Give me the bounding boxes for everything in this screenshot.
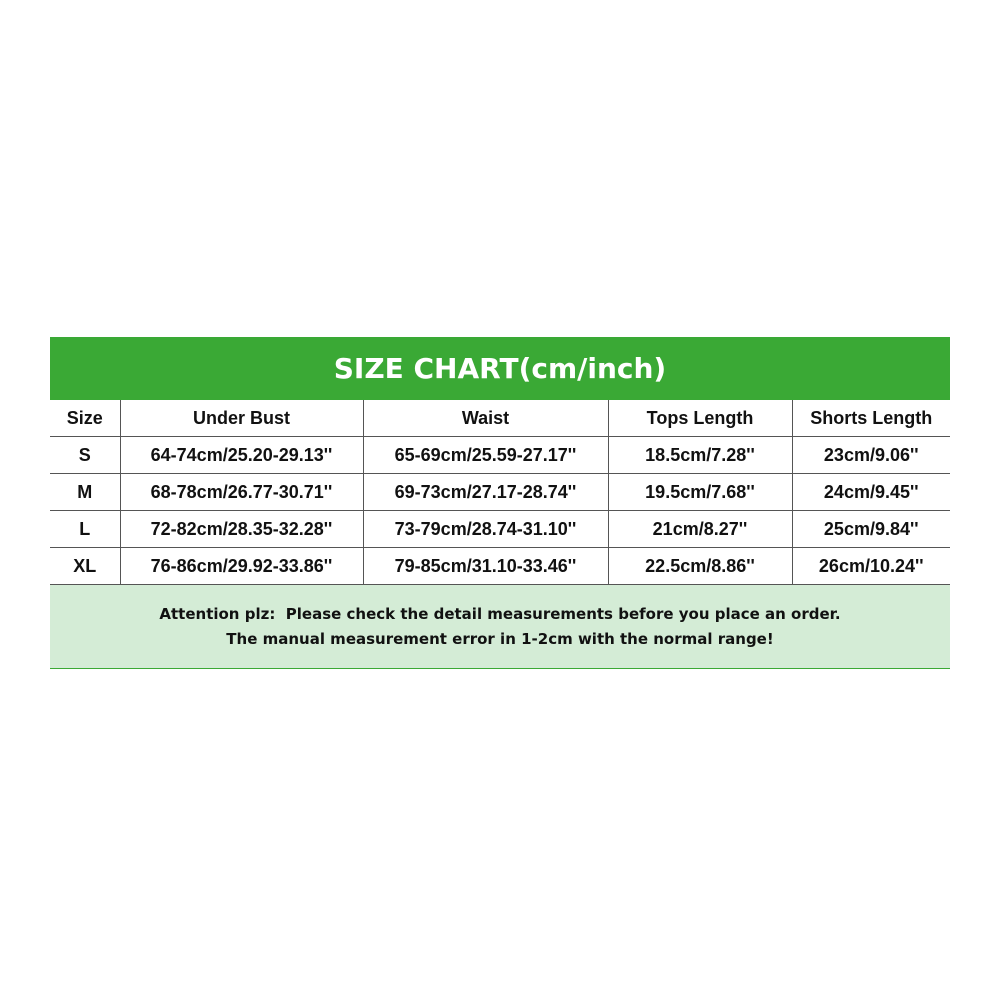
cell-tops-length: 21cm/8.27'' xyxy=(608,511,792,548)
attention-note xyxy=(50,585,950,669)
size-chart xyxy=(50,337,950,669)
cell-size: L xyxy=(50,511,120,548)
table-row xyxy=(50,511,950,548)
note-line-2: The manual measurement error in 1-2cm with the normal range! xyxy=(226,629,774,648)
table-row xyxy=(50,548,950,585)
table-row xyxy=(50,474,950,511)
header-row xyxy=(50,400,950,437)
header-shorts-length: Shorts Length xyxy=(792,400,950,437)
cell-waist: 73-79cm/28.74-31.10'' xyxy=(363,511,608,548)
cell-shorts-length: 26cm/10.24'' xyxy=(792,548,950,585)
cell-under-bust: 76-86cm/29.92-33.86'' xyxy=(120,548,363,585)
note-line-1: Attention plz: Please check the detail measurements before you place an order. xyxy=(159,604,841,623)
table-row xyxy=(50,437,950,474)
cell-waist: 79-85cm/31.10-33.46'' xyxy=(363,548,608,585)
cell-shorts-length: 23cm/9.06'' xyxy=(792,437,950,474)
cell-waist: 65-69cm/25.59-27.17'' xyxy=(363,437,608,474)
header-under-bust: Under Bust xyxy=(120,400,363,437)
chart-title: SIZE CHART(cm/inch) xyxy=(50,337,950,400)
cell-under-bust: 64-74cm/25.20-29.13'' xyxy=(120,437,363,474)
cell-tops-length: 18.5cm/7.28'' xyxy=(608,437,792,474)
cell-shorts-length: 25cm/9.84'' xyxy=(792,511,950,548)
cell-under-bust: 68-78cm/26.77-30.71'' xyxy=(120,474,363,511)
header-size: Size xyxy=(50,400,120,437)
header-tops-length: Tops Length xyxy=(608,400,792,437)
cell-shorts-length: 24cm/9.45'' xyxy=(792,474,950,511)
header-waist: Waist xyxy=(363,400,608,437)
cell-tops-length: 22.5cm/8.86'' xyxy=(608,548,792,585)
cell-size: M xyxy=(50,474,120,511)
size-table xyxy=(50,400,950,585)
cell-waist: 69-73cm/27.17-28.74'' xyxy=(363,474,608,511)
cell-size: S xyxy=(50,437,120,474)
cell-under-bust: 72-82cm/28.35-32.28'' xyxy=(120,511,363,548)
cell-size: XL xyxy=(50,548,120,585)
cell-tops-length: 19.5cm/7.68'' xyxy=(608,474,792,511)
